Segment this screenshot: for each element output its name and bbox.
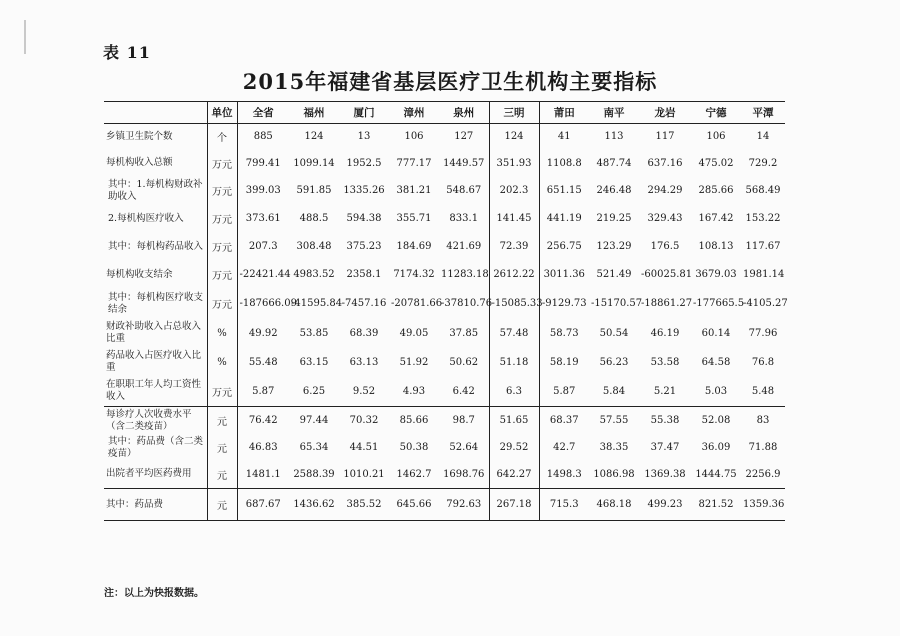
value-cell: -20781.66 [391, 298, 443, 309]
value-cell: -15085.33 [489, 289, 539, 319]
header-cell-region: 南平 [589, 102, 639, 124]
table-row [104, 261, 785, 289]
value-cell: 1335.26 [343, 185, 385, 196]
value-cell: 1086.98 [593, 468, 635, 480]
value-cell: 29.52 [489, 435, 539, 461]
value-cell: 441.19 [546, 213, 582, 224]
value-cell: -18861.27 [641, 298, 693, 309]
value-cell: 207.3 [248, 241, 278, 252]
value-cell: 294.29 [647, 185, 683, 196]
value-cell: 50.62 [439, 348, 489, 377]
value-cell: 2358.1 [346, 269, 382, 280]
value-cell: -187666.09 [239, 298, 297, 309]
value-cell: 51.18 [489, 348, 539, 377]
row-unit: 万元 [207, 150, 237, 177]
value-cell: 548.67 [439, 177, 489, 205]
table-row [104, 489, 785, 521]
value-cell: 399.03 [245, 185, 281, 196]
table-row [104, 177, 785, 205]
value-cell: 729.2 [748, 157, 778, 169]
table-row [104, 377, 785, 407]
row-unit: 元 [207, 489, 237, 521]
header-cell-region: 龙岩 [639, 102, 691, 124]
value-cell: 11283.18 [439, 261, 489, 289]
table-row [104, 407, 785, 435]
row-unit: 元 [207, 461, 237, 489]
value-cell: 53.58 [650, 356, 680, 368]
header-cell-region: 全省 [237, 102, 289, 124]
value-cell: 6.42 [439, 377, 489, 407]
value-cell: 6.3 [489, 377, 539, 407]
value-cell: 591.85 [296, 185, 332, 196]
row-label: 药品收入占医疗收入比重 [106, 350, 202, 373]
row-label: 其中：每机构药品收入 [108, 240, 204, 252]
row-label: 其中：药品费 [104, 489, 207, 521]
row-unit: % [207, 348, 237, 377]
value-cell: 71.88 [748, 442, 778, 453]
value-cell: 687.67 [237, 489, 289, 521]
value-cell: 60.14 [701, 327, 731, 339]
row-unit: % [207, 319, 237, 348]
value-cell: 83 [741, 407, 785, 435]
value-cell: 2256.9 [745, 468, 781, 480]
value-cell: 49.05 [399, 327, 429, 339]
header-cell-unit: 单位 [207, 102, 237, 124]
value-cell: 50.38 [399, 442, 429, 453]
value-cell: 1952.5 [346, 157, 382, 169]
value-cell: -15170.57 [591, 298, 643, 309]
value-cell: -177665.5 [693, 298, 745, 309]
value-cell: 2588.39 [293, 468, 335, 480]
header-cell-region: 福州 [289, 102, 339, 124]
value-cell: 58.73 [549, 327, 579, 339]
value-cell: 13 [357, 131, 371, 143]
value-cell: 351.93 [489, 150, 539, 177]
header-cell-region: 厦门 [339, 102, 389, 124]
value-cell: -60025.81 [641, 269, 693, 280]
value-cell: 72.39 [489, 233, 539, 261]
value-cell: 1108.8 [546, 157, 582, 169]
value-cell: 246.48 [596, 185, 632, 196]
value-cell: 1981.14 [743, 269, 785, 280]
value-cell: 167.42 [698, 213, 734, 224]
header-cell-region: 宁德 [691, 102, 741, 124]
value-cell: 5.87 [252, 385, 275, 397]
value-cell: 1099.14 [293, 157, 335, 169]
value-cell: 44.51 [349, 442, 379, 453]
value-cell: 219.25 [596, 213, 632, 224]
value-cell: 3679.03 [695, 269, 737, 280]
value-cell: 355.71 [396, 213, 432, 224]
table-row [104, 233, 785, 261]
value-cell: 1462.7 [396, 468, 432, 480]
value-cell: 1359.36 [741, 489, 785, 521]
footnote: 注：以上为快报数据。 [104, 588, 204, 599]
table-number-label: 表 11 [103, 43, 151, 62]
value-cell: 381.21 [396, 185, 432, 196]
value-cell: 53.85 [299, 327, 329, 339]
row-unit: 万元 [207, 289, 237, 319]
value-cell: 499.23 [639, 489, 691, 521]
row-unit: 万元 [207, 205, 237, 233]
row-label: 2.每机构医疗收入 [108, 212, 184, 224]
value-cell: 256.75 [546, 241, 582, 252]
value-cell: 68.37 [539, 407, 589, 435]
scan-margin-mark [24, 20, 26, 54]
header-cell-region: 平潭 [741, 102, 785, 124]
table-row [104, 461, 785, 489]
value-cell: 1698.76 [439, 461, 489, 489]
value-cell: 184.69 [396, 241, 432, 252]
header-cell-label [104, 102, 207, 124]
value-cell: 97.44 [289, 407, 339, 435]
value-cell: 5.87 [553, 385, 576, 397]
value-cell: 375.23 [346, 241, 382, 252]
table-row [104, 348, 785, 377]
value-cell: 5.84 [602, 385, 626, 397]
value-cell: 58.19 [549, 356, 579, 368]
row-label: 乡镇卫生院个数 [106, 130, 173, 142]
header-cell-region: 三明 [489, 102, 539, 124]
row-label: 每诊疗人次收费水平（含二类疫苗） [104, 407, 207, 435]
row-label: 其中：1.每机构财政补助收入 [108, 178, 203, 202]
value-cell: 2612.22 [489, 261, 539, 289]
value-cell: 3011.36 [543, 269, 585, 280]
value-cell: 37.85 [439, 319, 489, 348]
row-unit: 万元 [207, 377, 237, 407]
value-cell: 715.3 [539, 489, 589, 521]
value-cell: 4983.52 [293, 269, 335, 280]
value-cell: 85.66 [389, 407, 439, 435]
row-unit: 万元 [207, 261, 237, 289]
value-cell: 792.63 [439, 489, 489, 521]
value-cell: 1498.3 [546, 468, 582, 480]
value-cell: 38.35 [599, 442, 629, 453]
value-cell: 385.52 [339, 489, 389, 521]
header-cell-region: 泉州 [439, 102, 489, 124]
value-cell: 70.32 [339, 407, 389, 435]
value-cell: 488.5 [299, 213, 329, 224]
value-cell: 113 [604, 131, 624, 143]
table-title: 2015年福建省基层医疗卫生机构主要指标 [242, 69, 658, 94]
value-cell: 521.49 [596, 269, 632, 280]
row-label: 财政补助收入占总收入比重 [106, 321, 202, 344]
value-cell: 487.74 [596, 157, 632, 169]
header-cell-region: 漳州 [389, 102, 439, 124]
value-cell: 52.08 [691, 407, 741, 435]
value-cell: 1010.21 [343, 468, 385, 480]
value-cell: 46.19 [650, 327, 680, 339]
value-cell: 475.02 [698, 157, 734, 169]
table-row [104, 205, 785, 233]
value-cell: 108.13 [698, 241, 734, 252]
value-cell: -4105.27 [743, 298, 788, 309]
value-cell: 637.16 [647, 157, 683, 169]
row-label: 每机构收入总额 [106, 157, 173, 168]
value-cell: 57.55 [589, 407, 639, 435]
value-cell: 57.48 [489, 319, 539, 348]
value-cell: 51.92 [399, 356, 429, 368]
value-cell: 821.52 [691, 489, 741, 521]
value-cell: 153.22 [745, 213, 781, 224]
value-cell: 651.15 [546, 185, 582, 196]
value-cell: 7174.32 [393, 269, 435, 280]
value-cell: 55.38 [639, 407, 691, 435]
value-cell: -7457.16 [341, 298, 387, 309]
value-cell: 329.43 [647, 213, 683, 224]
value-cell: -22421.44 [239, 269, 291, 280]
value-cell: 77.96 [748, 327, 778, 339]
row-unit: 元 [207, 435, 237, 461]
table-body [104, 124, 788, 521]
value-cell: 1449.57 [439, 150, 489, 177]
row-unit: 元 [207, 407, 237, 435]
value-cell: 202.3 [489, 177, 539, 205]
value-cell: 64.58 [701, 356, 731, 368]
value-cell: 1369.38 [644, 468, 686, 480]
value-cell: 55.48 [248, 356, 278, 368]
value-cell: 1436.62 [289, 489, 339, 521]
value-cell: 63.15 [299, 356, 329, 368]
value-cell: 799.41 [245, 157, 281, 169]
value-cell: 267.18 [489, 489, 539, 521]
value-cell: 49.92 [248, 327, 278, 339]
row-label: 在职职工年人均工资性收入 [106, 379, 202, 403]
table-row [104, 150, 785, 177]
value-cell: 50.54 [599, 327, 629, 339]
value-cell: 52.64 [439, 435, 489, 461]
value-cell: 5.21 [653, 385, 677, 397]
value-cell: 285.66 [698, 185, 734, 196]
value-cell: 9.52 [352, 385, 376, 397]
value-cell: 42.7 [553, 442, 576, 453]
indicators-table [104, 101, 788, 521]
value-cell: 6.25 [302, 385, 326, 397]
row-label: 每机构收支结余 [106, 268, 173, 280]
value-cell: 833.1 [439, 205, 489, 233]
value-cell: 373.61 [245, 213, 281, 224]
table-row [104, 124, 785, 150]
table-row [104, 319, 785, 348]
value-cell: 594.38 [346, 213, 382, 224]
value-cell: 37.47 [650, 442, 680, 453]
value-cell: 41 [557, 131, 571, 143]
value-cell: 308.48 [296, 241, 332, 252]
table-row [104, 435, 785, 461]
value-cell: 568.49 [745, 185, 781, 196]
value-cell: 176.5 [650, 241, 680, 252]
value-cell: 76.42 [237, 407, 289, 435]
value-cell: 117.67 [745, 241, 781, 252]
value-cell: 46.83 [248, 442, 278, 453]
value-cell: 65.34 [299, 442, 329, 453]
header-cell-region: 莆田 [539, 102, 589, 124]
value-cell: -37810.76 [439, 289, 489, 319]
value-cell: 76.8 [751, 356, 775, 368]
row-label: 其中：每机构医疗收支结余 [108, 291, 204, 315]
value-cell: 117 [655, 131, 675, 143]
value-cell: 98.7 [439, 407, 489, 435]
value-cell: 642.27 [489, 461, 539, 489]
value-cell: 68.39 [349, 327, 379, 339]
value-cell: 14 [756, 131, 770, 143]
value-cell: 124 [304, 131, 324, 143]
value-cell: 56.23 [599, 356, 629, 368]
value-cell: 468.18 [589, 489, 639, 521]
value-cell: 36.09 [701, 442, 731, 453]
value-cell: 123.29 [596, 241, 632, 252]
value-cell: 5.03 [704, 385, 728, 397]
row-unit: 个 [207, 124, 237, 150]
value-cell: 5.48 [751, 385, 775, 397]
value-cell: -41595.84 [291, 298, 343, 309]
value-cell: -9129.73 [541, 298, 587, 309]
value-cell: 645.66 [389, 489, 439, 521]
value-cell: 63.13 [349, 356, 379, 368]
value-cell: 421.69 [439, 233, 489, 261]
header-row [104, 102, 785, 124]
value-cell: 1481.1 [245, 468, 281, 480]
value-cell: 106 [404, 131, 424, 143]
row-unit: 万元 [207, 177, 237, 205]
value-cell: 1444.75 [695, 468, 737, 480]
value-cell: 4.93 [402, 385, 426, 397]
row-label: 其中：药品费（含二类疫苗） [108, 435, 204, 459]
value-cell: 124 [489, 124, 539, 150]
value-cell: 141.45 [489, 205, 539, 233]
value-cell: 127 [439, 124, 489, 150]
value-cell: 885 [253, 131, 273, 143]
value-cell: 51.65 [489, 407, 539, 435]
table-row [104, 289, 785, 319]
row-label: 出院者平均医药费用 [106, 468, 192, 480]
row-unit: 万元 [207, 233, 237, 261]
value-cell: 777.17 [396, 157, 432, 169]
value-cell: 106 [706, 131, 726, 143]
